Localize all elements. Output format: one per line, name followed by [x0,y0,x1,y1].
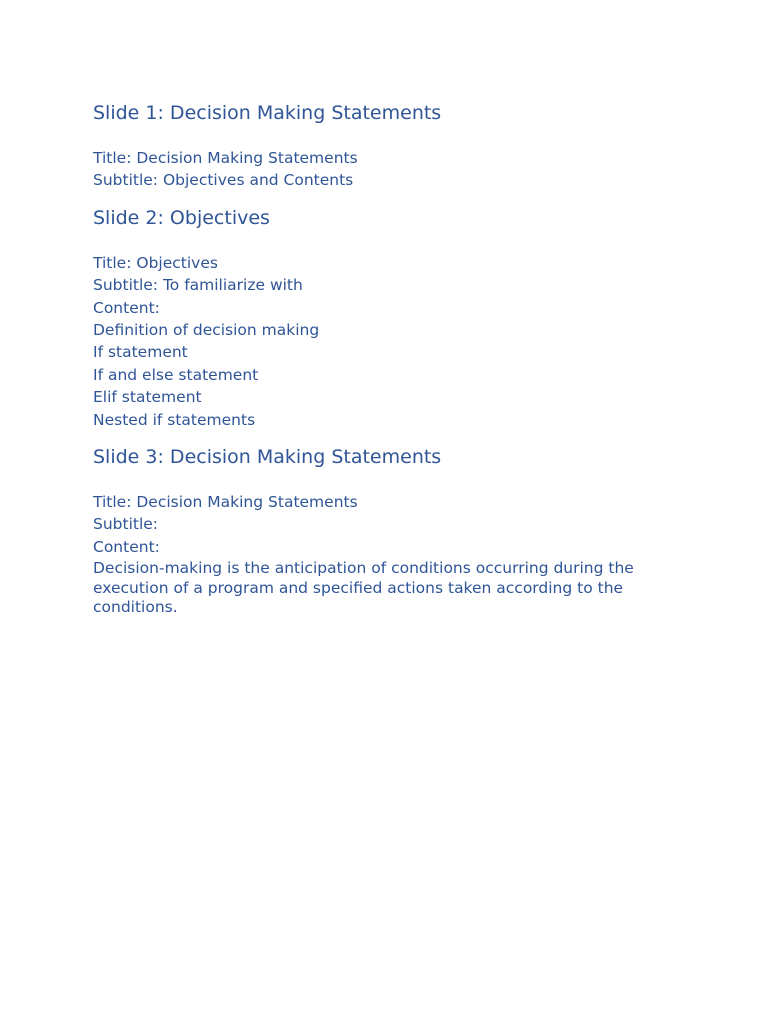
slide-2-content-item: Elif statement [93,388,202,407]
slide-2-content-item: Definition of decision making [93,321,320,340]
slide-1-heading: Slide 1: Decision Making Statements [93,102,442,124]
slide-2-section [93,205,683,431]
slide-2-content-item: Nested if statements [93,410,256,429]
slide-1-body [93,147,683,192]
slide-3-heading: Slide 3: Decision Making Statements [93,446,442,469]
slide-2-content-item: If and else statement [93,365,259,384]
slide-2-title-line: Title: Objectives [93,253,218,272]
slide-3-title-line: Title: Decision Making Statements [93,493,358,512]
slide-3-body [93,491,683,618]
slide-3-content-paragraph: Decision-making is the anticipation of conditions occurring during the execution of a program and specified actions taken according to the conditions. [93,559,634,617]
slide-1-subtitle-line: Subtitle: Objectives and Contents [93,171,354,190]
slide-3-subtitle-line: Subtitle: [93,515,159,534]
slide-1-section [93,100,683,192]
slide-2-content-item: If statement [93,343,188,362]
slide-3-content-label: Content: [93,537,160,556]
slide-1-title-line: Title: Decision Making Statements [93,149,358,167]
slide-3-section [93,444,683,618]
slide-2-body [93,252,683,431]
document-page [93,100,683,618]
slide-2-subtitle-line: Subtitle: To familiarize with [93,276,303,295]
slide-2-content-label: Content: [93,298,160,317]
slide-2-heading: Slide 2: Objectives [93,206,270,229]
